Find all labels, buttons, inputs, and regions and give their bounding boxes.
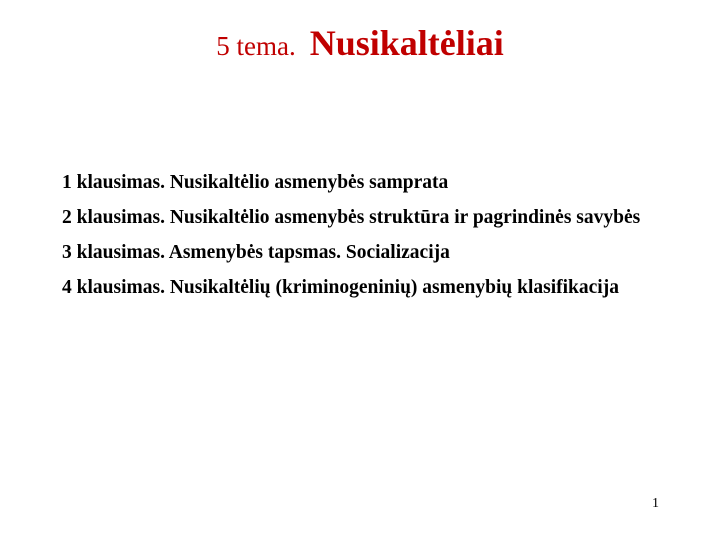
question-list (62, 169, 702, 309)
title-main: Nusikaltėliai (309, 23, 504, 63)
list-item: 3 klausimas. Asmenybės tapsmas. Socializacija (62, 242, 450, 263)
list-item: 2 klausimas. Nusikaltėlio asmenybės struktūra ir pagrindinės savybės (62, 207, 641, 228)
list-item: 4 klausimas. Nusikaltėlių (kriminogeninių) asmenybių klasifikacija (62, 277, 619, 298)
list-item: 1 klausimas. Nusikaltėlio asmenybės samprata (62, 172, 449, 193)
page-number: 1 (652, 496, 659, 511)
title-prefix: 5 tema. (216, 31, 296, 61)
slide-title (0, 22, 720, 64)
